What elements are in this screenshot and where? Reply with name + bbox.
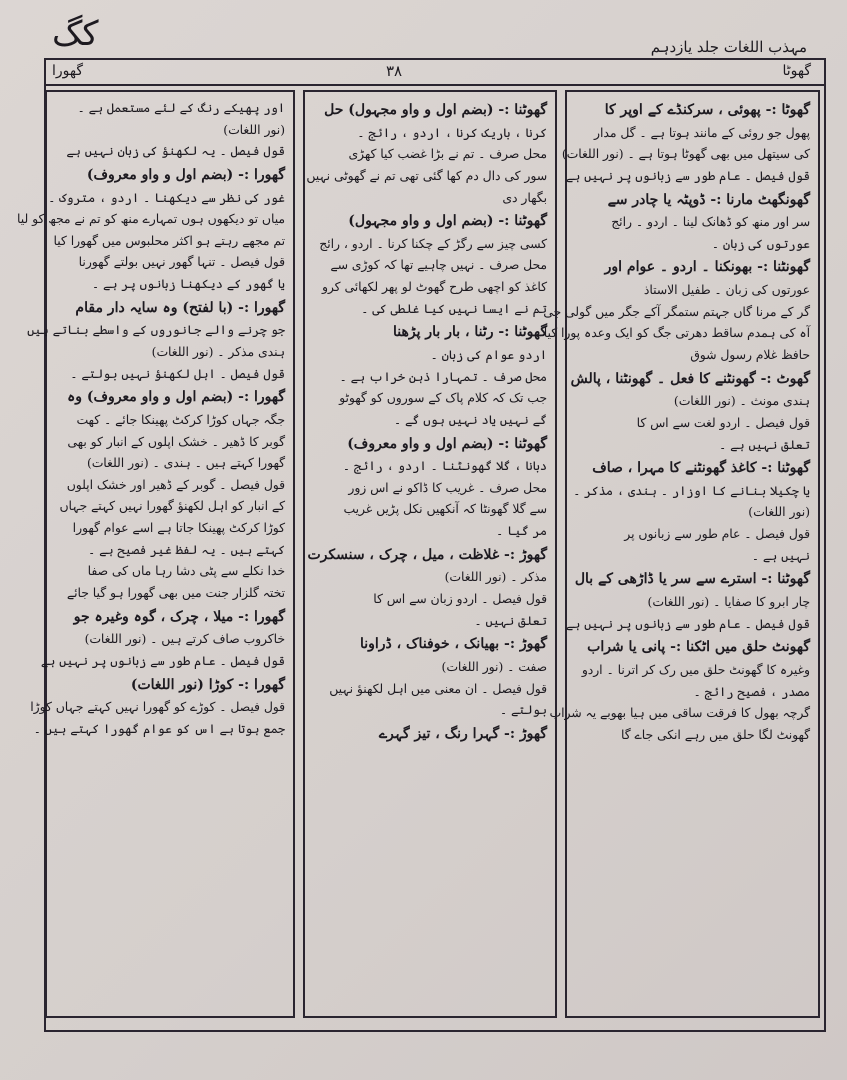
entry-headword-line: گھونٹ حلق میں اٹکنا :- پانی یا شراب [587,639,810,656]
entry-headword-line: گھوٹنا :- رٹنا ، بار بار پڑھنا [393,324,547,341]
entry-text-line: گوبر کا ڈھیر ۔ خشک اپلوں کے انبار کو بھی [67,434,285,449]
entry-text-line: قول فیصل ۔ تنہا گھور نہیں بولتے گھورنا [78,255,285,270]
handwritten-corner-mark: کگ [52,14,99,54]
entry-text-line: قول فیصل ۔ اردو زبان سے اس کا [373,592,547,607]
entry-text-line: مصدر ، فصیح رائج ۔ [693,684,810,699]
entry-text-line: کاغذ کو اچھی طرح گھوٹ لو پھر لکھائی کرو [321,280,547,295]
entry-text-line: جگہ جہاں کوڑا کرکٹ پھینکا جائے ۔ کھت [76,412,285,427]
guide-word-left: گھورا [52,63,84,79]
entry-text-line: صفت ۔ (نور اللغات) [441,659,547,674]
entry-text-line: مر گیا ۔ [495,524,547,539]
entry-headword-line: گھونگھٹ مارنا :- ڈوپٹہ یا چادر سے [607,191,810,208]
entry-text-line: حافظ غلام رسول شوق [690,348,810,362]
entry-text-line: کوڑا کرکٹ پھینکا جاتا ہے اسے عوام گھورا [72,521,285,536]
entry-text-line: تعلق نہیں ۔ [474,613,547,628]
entry-headword-line: گھورا :- (با لفتح) وہ سایہ دار مقام [75,299,285,316]
entry-text-line: یا چکیلا بنانے کا اوزار ۔ ہندی ، مذکر ۔ [573,483,810,498]
entry-text-line: پھول جو روئی کے مانند ہوتا ہے ۔ گل مدار [594,125,810,140]
entry-headword-line: گھوٹنا :- (بضم اول و واو معروف) [347,435,547,452]
entry-text-line: گھونٹ لگا حلق میں رہے انکی جاے گا [621,727,810,742]
entry-text-line: محل صرف ۔ تم نے بڑا غضب کیا کھڑی [348,147,547,162]
column-middle [303,90,557,1018]
entry-text-line: کسی چیز سے رگڑ کے چکنا کرنا ۔ اردو ، رائج [319,236,547,251]
entry-text-line: خدا نکلے سے پٹی دشا رہا ماں کی صفا [87,564,285,579]
entry-text-line: قول فیصل ۔ عام طور سے زبانوں پر نہیں ہے [565,168,810,183]
entry-text-line: قول فیصل ۔ اردو لغت سے اس کا [636,415,810,430]
entry-headword-line: گھوٹنا :- کاغذ گھونٹنے کا مہرا ، صاف [592,460,810,477]
entry-headword-line: گھورا :- میلا ، چرک ، گوہ وغیرہ جو [73,608,285,625]
entry-text-line: قول فیصل ۔ کوڑے کو گھورا نہیں کہتے جہاں کوڑا [30,700,285,715]
entry-headword-line: گھورا :- (بضم اول و واو معروف) [86,166,285,183]
entry-text-line: اردو عوام کی زبان ۔ [430,348,547,362]
entry-text-line: نہیں ہے ۔ [751,548,810,563]
entry-headword-line: گھوڑ :- بھیانک ، خوفناک ، ڈراونا [359,636,547,653]
entry-text-line: جو چرنے والے جانوروں کے واسطے بناتے ہیں [27,323,285,338]
entry-text-line: گے نہیں یاد نہیں ہوں گے ۔ [393,412,547,427]
entry-text-line: قول فیصل ۔ گوبر کے ڈھیر اور خشک اپلوں [66,477,285,492]
entry-text-line: مذکر ۔ (نور اللغات) [444,570,547,585]
entry-text-line: چار ابرو کا صفایا ۔ (نور اللغات) [647,595,810,609]
entry-text-line: جب تک کہ کلام پاک کے سوروں کو گھوٹو [339,391,547,406]
column-left [16,90,295,1018]
entry-text-line: تم نے ایسا نہیں کیا غلطی کی ۔ [361,301,547,316]
column-right [543,90,820,1018]
entry-text-line: خاکروب صاف کرتے ہیں ۔ (نور اللغات) [84,632,285,647]
entry-text-line: گرچہ بھول کا فرقت ساقی میں ہیا بھوبے یہ شراب [549,706,810,721]
entry-headword-line: گھوٹ :- گھونٹنے کا فعل ۔ گھونٹنا ، پالش [570,370,810,387]
entry-text-line: قول فیصل ۔ عام طور سے زبانوں پر نہیں ہے [40,653,285,668]
page-number: ۳۸ [386,62,403,80]
entry-text-line: کرنا ، باریک کرنا ، اردو ، رائج ۔ [357,125,547,140]
entry-headword-line: گھوٹا :- پھوئی ، سرکنڈے کے اوپر کا [604,102,810,118]
entry-text-line: قول فیصل ۔ اہل لکھنؤ نہیں بولتے ۔ [70,366,285,381]
entry-text-line: اور پھیکے رنگ کے لئے مستعمل ہے ۔ [77,101,285,115]
entry-text-line: دبانا ، گلا گھونٹنا ۔ اردو ، رائج ۔ [342,459,547,474]
entry-headword-line: گھوڑ :- گہرا رنگ ، تیز گہرے [378,725,547,742]
entry-text-line: (نور اللغات) [748,505,810,520]
entry-headword-line: گھوٹنا :- (بضم اول و واو مجہول) حل [324,102,547,118]
entry-text-line: گر کے مرنا گاں جہتم ستمگر آکے جگر میں گولی جی [543,304,810,319]
entry-text-line: تعلق نہیں ہے ۔ [719,437,810,452]
entry-text-line: عورتوں کی زبان ۔ طفیل الاستاذ [643,283,810,298]
entry-text-line: محل صرف ۔ تمہارا ذہن خراب ہے ۔ [339,369,547,384]
book-title-header: مہذب اللغات جلد یازدہم [650,38,807,56]
entry-text-line: تختہ گلزار جنت میں بھی گھورا ہو گیا جائے [66,586,285,601]
entry-text-line: (نور اللغات) [223,122,285,137]
entry-text-line: گھورا کہتے ہیں ۔ ہندی ۔ (نور اللغات) [86,456,285,471]
entry-text-line: بگھار دی [502,190,547,205]
entry-headword-line: گھورا :- کوڑا (نور اللغات) [130,676,285,693]
entry-text-line: غور کی نظر سے دیکھنا ۔ اردو ، متروک ۔ [48,190,285,205]
entry-text-line: سر اور منھ کو ڈھانک لینا ۔ اردو ۔ رائج [611,215,810,230]
entry-text-line: قول فیصل ۔ عام طور سے زبانوں پر [624,527,810,542]
entry-text-line: محل صرف ۔ نہیں چاہیے تھا کہ کوڑی سے [330,258,547,273]
entry-text-line: بولتے ۔ [499,703,547,718]
guide-word-right: گھوٹا [782,63,811,79]
entry-text-line: ہندی مذکر ۔ (نور اللغات) [151,345,285,360]
entry-text-line: سے گلا گھونٹا کہ آنکھیں نکل پڑیں غریب [343,502,547,517]
entry-text-line: کے انبار کو اہل لکھنؤ گھورا نہیں کہتے جہاں [59,499,285,514]
entry-text-line: قول فیصل ۔ عام طور سے زبانوں پر نہیں ہے [565,616,810,631]
entry-text-line: وغیرہ کا گھونٹ حلق میں رک کر اترنا ۔ اردو [581,662,810,677]
entry-text-line: سور کی دال دم کھا گئی تھی تم نے گھوٹی نہیں [306,168,547,183]
entry-text-line: جمع ہوتا ہے اس کو عوام گھورا کہتے ہیں ۔ [33,721,285,736]
entry-headword-line: گھوٹنا :- (بضم اول و واو مجہول) [348,213,547,230]
entry-headword-line: گھونٹنا :- بھونکنا ۔ اردو ۔ عوام اور [604,259,810,276]
entry-text-line: تم مجھے رہتے ہو اکثر محلبوس میں گھورا کیا [53,233,285,248]
entry-headword-line: گھوڑ :- غلاظت ، میل ، چرک ، سنسکرت [307,546,547,563]
entry-headword-line: گھوٹنا :- استرے سے سر یا ڈاڑھی کے بال [574,571,810,588]
header-rule [44,84,824,86]
entry-text-line: قول فیصل ۔ ان معنی میں اہل لکھنؤ نہیں [329,681,547,696]
entry-text-line: میاں تو دیکھوں ہوں تمہارے منھ کو تم نے مجھ کو لیا [16,212,285,227]
entry-text-line: آہ کی ہمدم ساقط دھرتی جگ کو ایک وعدہ پورا کیا [543,326,810,341]
entry-text-line: ہندی مونث ۔ (نور اللغات) [673,394,810,409]
entry-text-line: کی سیتھل میں بھی گھوٹا ہوتا ہے ۔ (نور اللغات) [561,147,810,162]
entry-text-line: یا گھور کے دیکھنا زبانوں پر ہے ۔ [91,277,285,292]
entry-text-line: کہتے ہیں ۔ یہ لفظ غیر فصیح ہے ۔ [88,542,285,557]
entry-text-line: قول فیصل ۔ یہ لکھنؤ کی زبان نہیں ہے [66,144,285,159]
entry-text-line: عورتوں کی زبان ۔ [711,236,810,251]
entry-headword-line: گھورا :- (بضم اول و واو معروف) وہ [67,389,285,406]
entry-text-line: محل صرف ۔ غریب کا ڈاکو نے اس زور [348,480,547,495]
